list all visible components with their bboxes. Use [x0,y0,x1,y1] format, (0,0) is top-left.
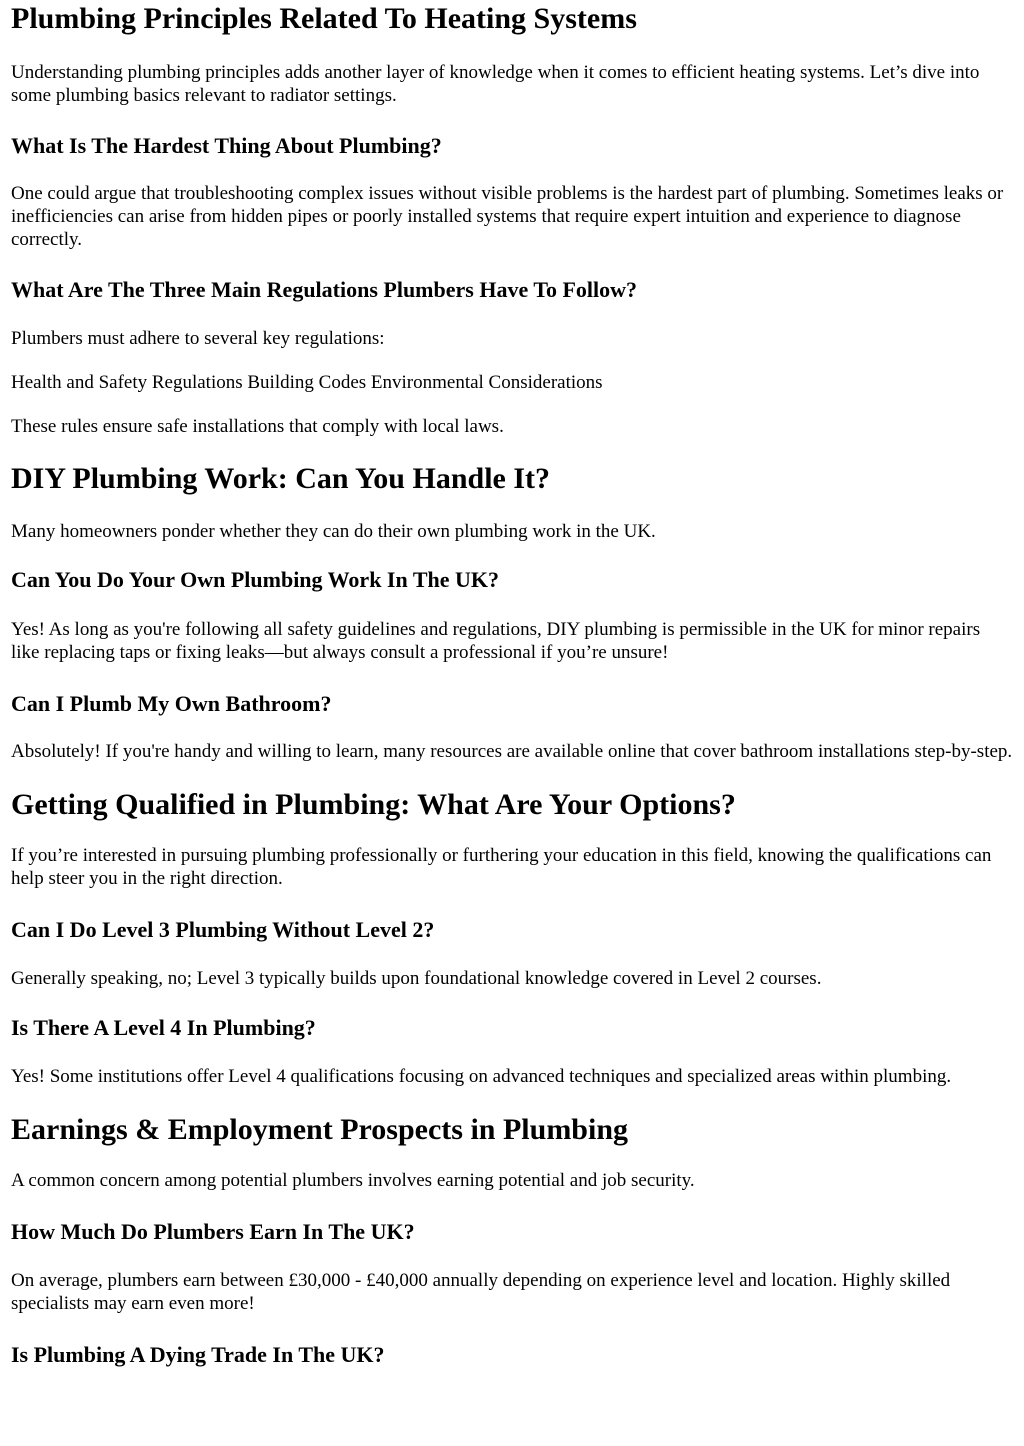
question-heading: What Are The Three Main Regulations Plumbers Have To Follow? [11,277,638,302]
answer-paragraph: One could argue that troubleshooting complex issues without visible problems is the hardest part of plumbing. Sometimes leaks or inefficiencies can arise from hidden pipes or poorly installed systems that require expert intuition and experience to diagnose correctly. [11,183,1004,250]
question-heading: Can You Do Your Own Plumbing Work In The UK? [11,567,500,592]
question-heading: What Is The Hardest Thing About Plumbing? [11,133,442,158]
section-heading: Getting Qualified in Plumbing: What Are Your Options? [11,788,736,821]
answer-paragraph: These rules ensure safe installations that comply with local laws. [11,416,504,437]
question-heading: Can I Do Level 3 Plumbing Without Level 2? [11,917,435,942]
regulations-list: Health and Safety Regulations Building Codes Environmental Considerations [11,372,603,393]
section-intro: Many homeowners ponder whether they can do their own plumbing work in the UK. [11,521,656,542]
answer-paragraph: Yes! Some institutions offer Level 4 qualifications focusing on advanced techniques and specialized areas within plumbing. [11,1066,952,1087]
question-heading: How Much Do Plumbers Earn In The UK? [11,1219,415,1244]
section-heading: Plumbing Principles Related To Heating Systems [11,2,637,35]
question-heading: Is There A Level 4 In Plumbing? [11,1015,316,1040]
answer-paragraph: Yes! As long as you're following all safety guidelines and regulations, DIY plumbing is permissible in the UK for minor repairs like replacing taps or fixing leaks—but always consult a professional if you’re unsure! [11,619,981,663]
section-intro: A common concern among potential plumbers involves earning potential and job security. [11,1170,695,1191]
answer-paragraph: Plumbers must adhere to several key regulations: [11,328,385,349]
section-intro: Understanding plumbing principles adds another layer of knowledge when it comes to efficient heating systems. Let’s dive into some plumbing basics relevant to radiator settings. [11,62,980,106]
answer-paragraph: Generally speaking, no; Level 3 typically builds upon foundational knowledge covered in Level 2 courses. [11,968,822,989]
section-heading: DIY Plumbing Work: Can You Handle It? [11,462,551,495]
answer-paragraph: On average, plumbers earn between £30,000 - £40,000 annually depending on experience level and location. Highly skilled specialists may earn even more! [11,1270,951,1314]
section-heading: Earnings & Employment Prospects in Plumbing [11,1113,629,1146]
question-heading: Can I Plumb My Own Bathroom? [11,691,332,716]
answer-paragraph: Absolutely! If you're handy and willing to learn, many resources are available online that cover bathroom installations step-by-step. [11,741,1013,762]
question-heading: Is Plumbing A Dying Trade In The UK? [11,1342,385,1367]
section-intro: If you’re interested in pursuing plumbing professionally or furthering your education in this field, knowing the qualifications can help steer you in the right direction. [11,845,992,889]
